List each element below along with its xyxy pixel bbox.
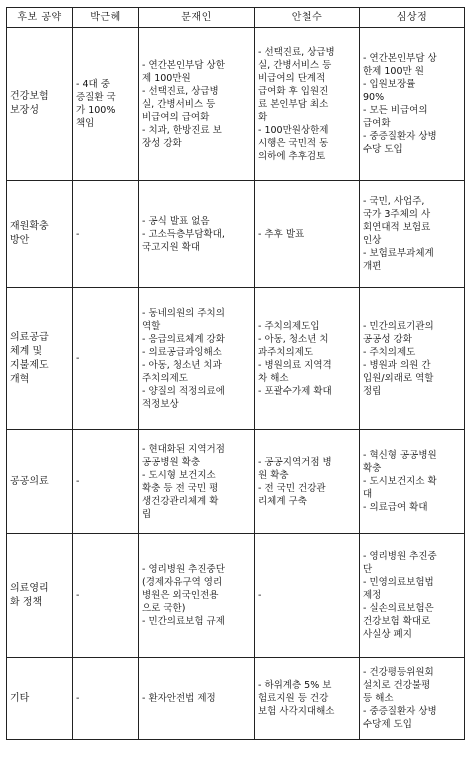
cell-line: 의료공급	[10, 331, 49, 343]
cell-line: - 주치의제도입	[258, 320, 320, 332]
cell-line: 건강보험	[10, 91, 49, 102]
cell-category	[7, 430, 73, 534]
cell-sim	[360, 430, 465, 534]
header-park: 박근혜	[73, 8, 139, 28]
policy-comparison-table	[6, 7, 465, 740]
header-sim: 심상정	[360, 8, 465, 28]
cell-sim	[360, 28, 465, 181]
cell-line: 한제 100만 원	[363, 66, 424, 77]
cell-line: - 모든 비급여의	[363, 105, 428, 116]
table-row	[7, 288, 465, 430]
cell-ahn	[255, 28, 360, 181]
cell-line: 방안	[10, 235, 30, 246]
cell-line: 국가 3주체의 사	[363, 209, 431, 220]
cell-line: - 건강평등위원회	[363, 667, 434, 678]
cell-line: 차 해소	[258, 372, 289, 384]
cell-category	[7, 534, 73, 658]
cell-line: - 연간본인부담 상	[363, 53, 437, 64]
cell-line: - 응급의료체계 강화	[142, 333, 225, 345]
cell-line: 개편	[363, 261, 382, 272]
cell-moon	[139, 534, 255, 658]
cell-line: - 공공지역거점 병	[258, 456, 332, 468]
cell-line: - 중증질환자 상병	[363, 131, 437, 142]
cell-line: -	[76, 693, 80, 704]
cell-line: 료 본인부담 최소	[258, 98, 329, 110]
cell-line: - 현대화된 지역거점	[142, 443, 225, 455]
cell-line: - 아동, 청소년 치과	[142, 359, 222, 371]
cell-line: -	[76, 590, 80, 601]
cell-line: - 공식 발표 없음	[142, 215, 210, 227]
cell-line: - 100만원상한제	[258, 124, 329, 136]
cell-line: 증질환 국	[76, 92, 116, 103]
cell-line: 등 해소	[363, 693, 394, 704]
cell-category	[7, 181, 73, 288]
cell-line: 병원은 외국인전용	[142, 590, 219, 601]
cell-line: - 병원의료 지역격	[258, 359, 332, 371]
cell-line: - 도시보건지소 확	[363, 476, 437, 487]
cell-moon	[139, 430, 255, 534]
table-row	[7, 534, 465, 658]
cell-line: - 하위계층 5% 보	[258, 680, 332, 691]
cell-line: - 도시형 보건지소	[142, 469, 216, 481]
cell-line: - 입원보장률	[363, 79, 416, 90]
cell-line: 공공의료	[10, 475, 49, 487]
cell-line: 실, 간병서비스 등	[142, 98, 216, 110]
cell-line: -	[76, 228, 80, 240]
cell-line: 대	[363, 489, 373, 500]
cell-line: -	[76, 353, 80, 364]
cell-line: 정립	[363, 385, 382, 397]
cell-line: 비급여의 단계적	[258, 72, 326, 84]
table-row	[7, 181, 465, 288]
cell-moon	[139, 181, 255, 288]
cell-line: (경제자유구역 영리	[142, 577, 223, 588]
cell-line: 제 100만원	[142, 72, 191, 84]
cell-park	[73, 288, 139, 430]
cell-line: 역할	[142, 320, 161, 332]
cell-line: - 중증질환자 상병	[363, 706, 437, 717]
cell-ahn	[255, 658, 360, 740]
cell-line: 과주치의제도	[258, 346, 314, 358]
cell-line: - 민간의료기관의	[363, 320, 434, 332]
cell-line: - 추후 발표	[258, 228, 305, 240]
cell-line: 수당제 도입	[363, 719, 412, 730]
cell-line: 재원확충	[10, 221, 49, 232]
cell-line: - 선택진료, 상급병	[258, 46, 335, 58]
cell-line: 지불제도	[10, 359, 49, 371]
cell-line: - 영리병원 추진중	[363, 551, 437, 562]
cell-line: - 고소득층부담확대,	[142, 228, 225, 240]
cell-line: -	[258, 590, 262, 601]
cell-line: - 아동, 청소년 치	[258, 333, 329, 345]
cell-line: - 양질의 적정의료에	[142, 385, 225, 397]
cell-line: 체계 및	[10, 345, 43, 357]
cell-line: 사실상 폐지	[363, 629, 412, 640]
cell-line: 확충	[363, 463, 382, 474]
cell-line: 리체계 구축	[258, 495, 307, 507]
cell-line: 공공성 강화	[363, 333, 412, 345]
cell-line: -	[76, 476, 80, 487]
cell-ahn	[255, 534, 360, 658]
cell-park	[73, 430, 139, 534]
cell-line: 보험 사각지대해소	[258, 706, 335, 717]
cell-line: - 4대 중	[76, 79, 110, 90]
header-moon: 문재인	[139, 8, 255, 28]
cell-line: 원 확충	[258, 469, 289, 481]
cell-line: 급여화 후 입원진	[258, 85, 329, 97]
cell-park	[73, 28, 139, 181]
cell-line: - 선택진료, 상급병	[142, 85, 219, 97]
cell-sim	[360, 658, 465, 740]
cell-line: - 환자안전법 제정	[142, 693, 216, 704]
cell-line: 확충 등 전 국민 평	[142, 482, 219, 494]
cell-line: 공공병원 확충	[142, 456, 201, 468]
cell-line: 단	[363, 564, 373, 575]
cell-line: 제정	[363, 590, 382, 601]
cell-line: 으로 국한)	[142, 603, 186, 614]
cell-line: 화 정책	[10, 596, 43, 608]
cell-line: - 실손의료보험은	[363, 603, 434, 614]
cell-line: - 민영의료보험법	[363, 577, 434, 588]
cell-line: - 연간본인부담 상한	[142, 59, 225, 71]
cell-line: 개혁	[10, 373, 30, 385]
cell-line: 회연대적 보험료	[363, 222, 431, 233]
cell-category	[7, 658, 73, 740]
cell-park	[73, 181, 139, 288]
cell-line: - 포괄수가제 확대	[258, 385, 332, 397]
cell-line: - 동네의원의 주치의	[142, 307, 225, 319]
cell-line: - 보험료부과체계	[363, 248, 434, 259]
cell-line: 국고지원 확대	[142, 241, 201, 253]
table-row	[7, 658, 465, 740]
cell-ahn	[255, 181, 360, 288]
cell-category	[7, 288, 73, 430]
cell-moon	[139, 28, 255, 181]
cell-line: 책임	[76, 118, 95, 129]
header-row	[7, 8, 465, 28]
cell-line: 건강보험 확대로	[363, 616, 431, 627]
cell-sim	[360, 181, 465, 288]
cell-line: 생건강관리체계 확	[142, 495, 219, 507]
header-category: 후보 공약	[7, 8, 73, 28]
cell-line: 수당 도입	[363, 144, 403, 155]
table-row	[7, 28, 465, 181]
cell-line: 화	[258, 111, 268, 123]
cell-moon	[139, 658, 255, 740]
cell-line: 험료지원 등 건강	[258, 693, 329, 704]
cell-sim	[360, 534, 465, 658]
cell-line: - 의료급여 확대	[363, 502, 428, 513]
cell-line: - 전 국민 건강관	[258, 482, 326, 494]
cell-line: 의료영리	[10, 582, 49, 594]
cell-line: 의하에 추후검토	[258, 150, 326, 162]
cell-line: - 의료공급과잉해소	[142, 346, 222, 358]
cell-line: 립	[142, 508, 152, 520]
cell-park	[73, 534, 139, 658]
cell-line: 시행은 국민적 동	[258, 137, 329, 149]
cell-line: - 혁신형 공공병원	[363, 450, 437, 461]
table-row	[7, 430, 465, 534]
cell-line: 급여화	[363, 118, 391, 129]
cell-line: - 영리병원 추진중단	[142, 564, 225, 575]
cell-line: 주치의제도	[142, 372, 188, 384]
cell-line: - 주치의제도	[363, 346, 416, 358]
cell-line: 설치로 건강불평	[363, 680, 431, 691]
cell-line: - 병원과 의원 간	[363, 359, 431, 371]
cell-line: 실, 간병서비스 등	[258, 59, 332, 71]
cell-moon	[139, 288, 255, 430]
cell-line: - 국민, 사업주,	[363, 196, 425, 207]
cell-line: 적정보상	[142, 398, 179, 410]
cell-line: 장성 강화	[142, 137, 182, 149]
cell-ahn	[255, 430, 360, 534]
cell-line: 입원/외래로 역할	[363, 372, 434, 384]
cell-sim	[360, 288, 465, 430]
cell-line: - 치과, 한방진료 보	[142, 124, 222, 136]
cell-ahn	[255, 288, 360, 430]
cell-line: 인상	[363, 235, 382, 246]
cell-park	[73, 658, 139, 740]
cell-line: 기타	[10, 692, 30, 704]
cell-line: 가 100%	[76, 105, 116, 116]
cell-line: 보장성	[10, 105, 39, 116]
cell-line: 비급여의 급여화	[142, 111, 210, 123]
cell-line: 90%	[363, 92, 385, 103]
table-body	[7, 28, 465, 740]
header-ahn: 안철수	[255, 8, 360, 28]
cell-line: - 민간의료보험 규제	[142, 616, 225, 627]
cell-category	[7, 28, 73, 181]
